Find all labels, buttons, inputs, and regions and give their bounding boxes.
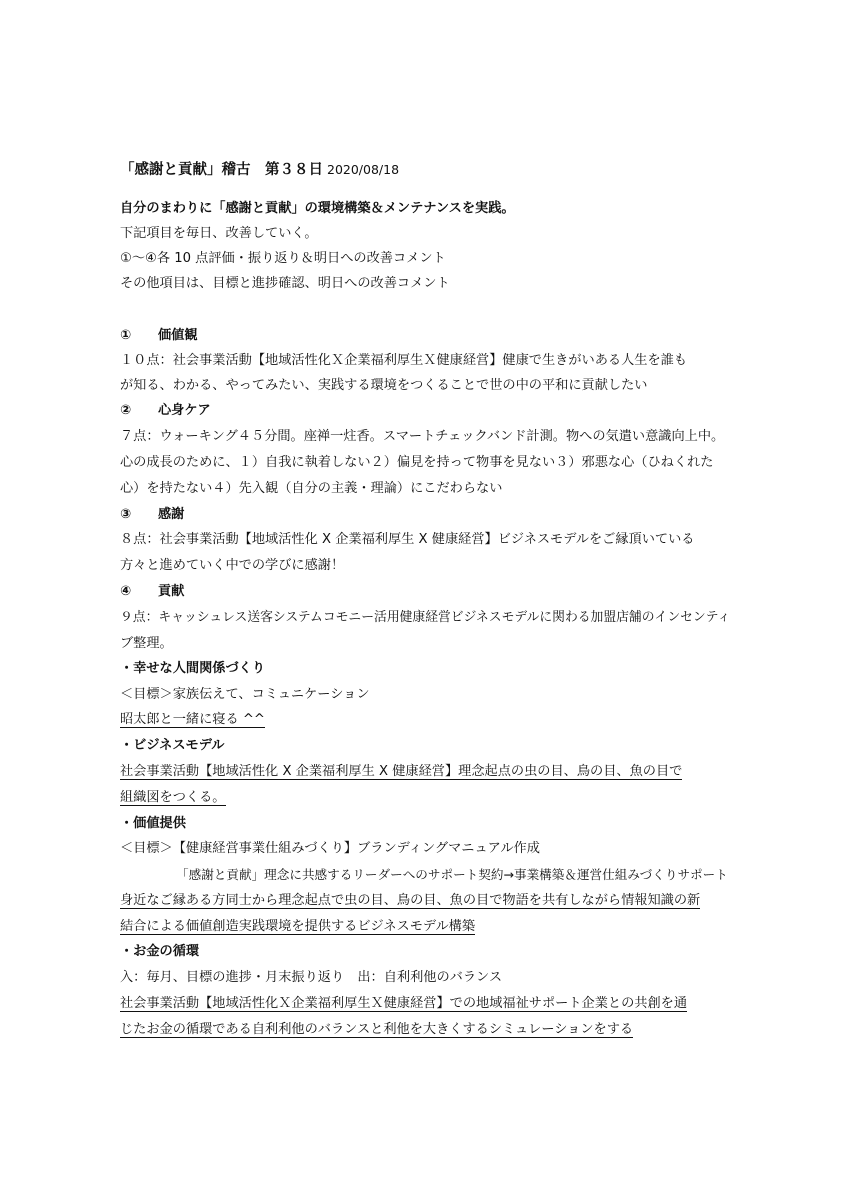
- section-value-line-2: 「感謝と貢献」理念に共感するリーダーへのサポート契約→事業構築＆運営仕組みづくりサポート: [176, 867, 728, 882]
- section-money-line-3: [120, 1017, 732, 1043]
- section-money-heading: ・お金の循環: [120, 944, 200, 959]
- title-text: 「感謝と貢献」稽古 第３８日: [120, 162, 323, 178]
- page-title: [120, 157, 732, 183]
- item-care-line-2: 心の成長のために、１）自我に執着しない２）偏見を持って物事を見ない３）邪悪な心（ひねくれた: [120, 455, 714, 470]
- section-relations-line-1: ＜目標＞家族伝えて、コミュニケーション: [120, 687, 370, 702]
- item-thanks-heading: [120, 502, 732, 528]
- item-contribution-line-1: ９点：キャッシュレス送客システムコモニー活用健康経営ビジネスモデルに関わる加盟店舗のインセンティ: [120, 610, 731, 625]
- item-values-heading: [120, 323, 732, 349]
- section-money-line-2: [120, 991, 732, 1017]
- section-relations-heading: ・幸せな人間関係づくり: [120, 661, 266, 676]
- intro-line-3: その他項目は、目標と進捗確認、明日への改善コメント: [120, 276, 450, 291]
- section-value-underlined-1: 身近なご縁ある方同士から理念起点で虫の目、鳥の目、魚の目で物語を共有しながら情報知識の新: [120, 893, 701, 908]
- section-value-underlined-2: 結合による価値創造実践環境を提供するビジネスモデル構築: [120, 919, 476, 934]
- item-contribution-heading: [120, 579, 732, 605]
- section-business-underlined-1: 社会事業活動【地域活性化 X 企業福利厚生 X 健康経営】理念起点の虫の目、鳥の目、魚の目で: [120, 764, 683, 779]
- intro-goal: 自分のまわりに「感謝と貢献」の環境構築＆メンテナンスを実践。: [120, 201, 515, 216]
- item-values-line-2: が知る、わかる、やってみたい、実践する環境をつくることで世の中の平和に貢献したい: [120, 378, 648, 393]
- item-thanks-title: 感謝: [158, 507, 185, 522]
- section-relations-line-2: [120, 707, 732, 733]
- section-value-heading: ・価値提供: [120, 816, 186, 831]
- item-care-line-3: 心）を持たない４）先入観（自分の主義・理論）にこだわらない: [120, 481, 503, 496]
- intro-line-1: 下記項目を毎日、改善していく。: [120, 226, 318, 241]
- section-money-line-1: 入：毎月、目標の進捗・月末振り返り 出：自利利他のバランス: [120, 970, 503, 985]
- item-contribution-number: ④: [120, 584, 132, 599]
- section-business-underlined-2: 組織図をつくる。: [120, 790, 226, 805]
- section-business-line-2: [120, 785, 732, 811]
- section-business-line-1: [120, 759, 732, 785]
- item-thanks-line-2: 方々と進めていく中での学びに感謝！: [120, 558, 345, 573]
- section-money-underlined-2: じたお金の循環である自利利他のバランスと利他を大きくするシミュレーションをする: [120, 1022, 634, 1037]
- section-money-underlined-1: 社会事業活動【地域活性化Ｘ企業福利厚生Ｘ健康経営】での地域福祉サポート企業との共創を通: [120, 996, 688, 1011]
- item-values-line-1: １０点：社会事業活動【地域活性化Ｘ企業福利厚生Ｘ健康経営】健康で生きがいある人生を誰も: [120, 353, 688, 368]
- item-care-line-1: ７点：ウォーキング４５分間。座禅一炷香。スマートチェックバンド計測。物への気遣い意識向上中。: [120, 429, 725, 444]
- item-care-heading: [120, 398, 732, 424]
- title-date: 2020/08/18: [327, 162, 400, 177]
- item-values-title: 価値観: [158, 328, 198, 343]
- intro-line-2: ①～④各 10 点評価・振り返り＆明日への改善コメント: [120, 251, 446, 266]
- section-value-line-3: [120, 888, 732, 914]
- section-value-line-4: [120, 914, 732, 940]
- item-contribution-title: 貢献: [158, 584, 185, 599]
- item-thanks-number: ③: [120, 507, 132, 522]
- section-relations-underlined: 昭太郎と一緒に寝る ^^: [120, 712, 265, 727]
- item-care-title: 心身ケア: [158, 403, 211, 418]
- item-contribution-line-2: ブ整理。: [120, 636, 173, 651]
- item-thanks-line-1: ８点：社会事業活動【地域活性化 X 企業福利厚生 X 健康経営】ビジネスモデルをご縁頂いている: [120, 532, 695, 547]
- section-value-line-1: ＜目標＞【健康経営事業仕組みづくり】ブランディングマニュアル作成: [120, 841, 540, 856]
- item-values-number: ①: [120, 328, 132, 343]
- section-business-heading: ・ビジネスモデル: [120, 738, 225, 753]
- item-care-number: ②: [120, 403, 132, 418]
